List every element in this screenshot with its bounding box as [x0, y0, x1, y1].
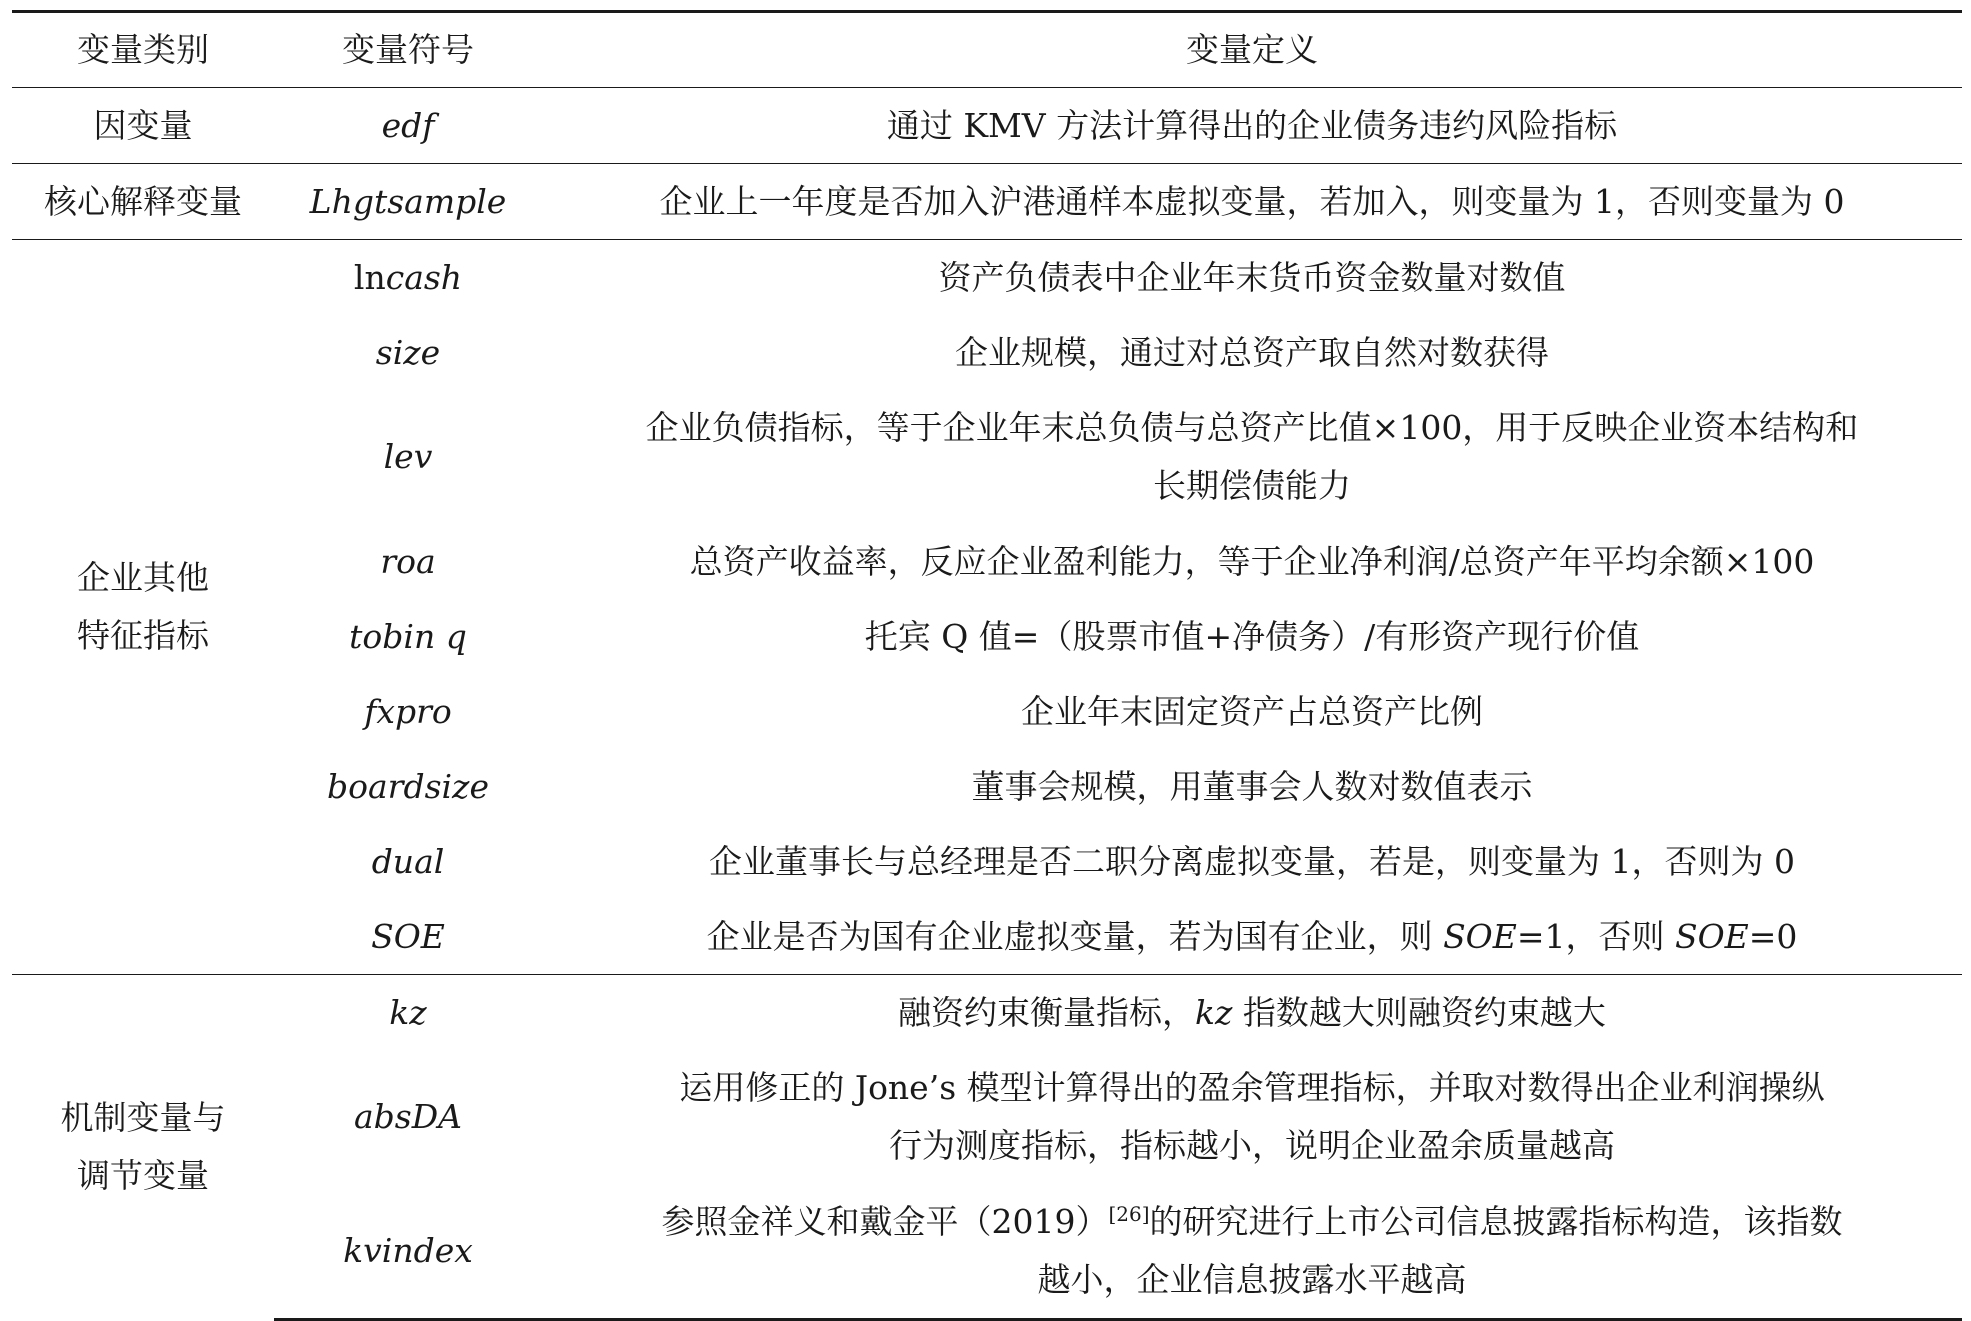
definition-cell: 董事会规模，用董事会人数对数值表示	[971, 766, 1533, 806]
definition-symbol: kz	[1195, 992, 1233, 1032]
symbol-cell: roa	[380, 541, 436, 581]
definition-cell: 企业年末固定资产占总资产比例	[1021, 691, 1483, 731]
definition-cell: 企业董事长与总经理是否二职分离虚拟变量，若是，则变量为 1，否则为 0	[709, 841, 1795, 881]
category-line: 企业其他	[77, 558, 209, 597]
table-row	[12, 975, 1962, 1051]
symbol-cell: fxpro	[364, 691, 452, 731]
definition-cell: 企业上一年度是否加入沪港通样本虚拟变量，若加入，则变量为 1，否则变量为 0	[542, 164, 1962, 240]
definition-cell: 企业规模，通过对总资产取自然对数获得	[955, 332, 1549, 372]
variable-definition-table	[12, 10, 1962, 1321]
table-row	[12, 899, 1962, 975]
symbol-cell: absDA	[353, 1097, 463, 1136]
definition-symbol: SOE	[1443, 916, 1517, 956]
symbol-cell: edf	[381, 105, 435, 145]
table-row	[12, 315, 1962, 390]
definition-cell	[542, 899, 1962, 975]
symbol-cell: SOE	[371, 916, 445, 956]
definition-part: =0	[1748, 916, 1798, 956]
definition-line: 长期偿债能力	[1153, 466, 1351, 505]
table-row	[12, 390, 1962, 524]
definition-part: 参照金祥义和戴金平（2019）	[661, 1202, 1109, 1241]
table-row	[12, 88, 1962, 164]
table-row	[12, 1050, 1962, 1184]
definition-part: =1，否则	[1516, 916, 1675, 956]
category-line: 机制变量与	[60, 1098, 226, 1138]
symbol-cell	[274, 240, 542, 316]
definition-line: 越小，企业信息披露水平越高	[1037, 1260, 1467, 1299]
symbol-cell: boardsize	[327, 766, 489, 806]
definition-line: 企业负债指标，等于企业年末总负债与总资产比值×100，用于反映企业资本结构和	[645, 408, 1859, 447]
definition-cell: 托宾 Q 值=（股票市值+净债务）/有形资产现行价值	[864, 616, 1640, 656]
header-symbol: 变量符号	[274, 12, 542, 88]
table-row	[12, 240, 1962, 316]
citation-marker: [26]	[1108, 1202, 1150, 1226]
header-category: 变量类别	[12, 12, 274, 88]
table-row	[12, 599, 1962, 674]
definition-part: 的研究进行上市公司信息披露指标构造，该指数	[1149, 1202, 1843, 1241]
symbol-cell: Lhgtsample	[274, 164, 542, 240]
table-row	[12, 1184, 1962, 1320]
definition-cell: 通过 KMV 方法计算得出的企业债务违约风险指标	[886, 105, 1618, 145]
definition-symbol: SOE	[1674, 916, 1749, 956]
definition-line: 行为测度指标，指标越小，说明企业盈余质量越高	[889, 1126, 1615, 1165]
definition-line	[550, 1193, 1954, 1251]
table-row	[12, 674, 1962, 749]
symbol-cell: kz	[274, 975, 542, 1051]
symbol-cell: dual	[371, 841, 445, 881]
definition-cell	[542, 1184, 1962, 1320]
definition-part: 指数越大则融资约束越大	[1232, 992, 1606, 1032]
table-row	[12, 824, 1962, 899]
table-row	[12, 749, 1962, 824]
table-row	[12, 524, 1962, 599]
category-cell-other	[12, 240, 274, 975]
definition-cell	[542, 1050, 1962, 1184]
definition-cell	[542, 975, 1962, 1051]
category-cell-mechanism	[12, 975, 274, 1320]
definition-cell: 资产负债表中企业年末货币资金数量对数值	[542, 240, 1962, 316]
definition-cell	[542, 390, 1962, 524]
table-header-row	[12, 12, 1962, 88]
symbol-prefix: ln	[353, 257, 386, 297]
definition-line: 运用修正的 Jone’s 模型计算得出的盈余管理指标，并取对数得出企业利润操纵	[679, 1068, 1825, 1107]
category-line: 特征指标	[77, 616, 209, 655]
header-definition: 变量定义	[542, 12, 1962, 88]
symbol-cell: size	[375, 332, 441, 372]
symbol-cell: tobin q	[349, 616, 467, 656]
category-line: 调节变量	[77, 1156, 209, 1196]
symbol-cell: lev	[383, 437, 433, 476]
category-cell: 因变量	[93, 105, 193, 145]
definition-part: 企业是否为国有企业虚拟变量，若为国有企业，则	[706, 916, 1444, 956]
category-cell: 核心解释变量	[12, 164, 274, 240]
definition-part: 融资约束衡量指标，	[898, 992, 1196, 1032]
symbol-rest: cash	[385, 257, 463, 297]
definition-cell: 总资产收益率，反应企业盈利能力，等于企业净利润/总资产年平均余额×100	[689, 541, 1815, 581]
table-row	[12, 164, 1962, 240]
symbol-cell: kvindex	[274, 1184, 542, 1320]
